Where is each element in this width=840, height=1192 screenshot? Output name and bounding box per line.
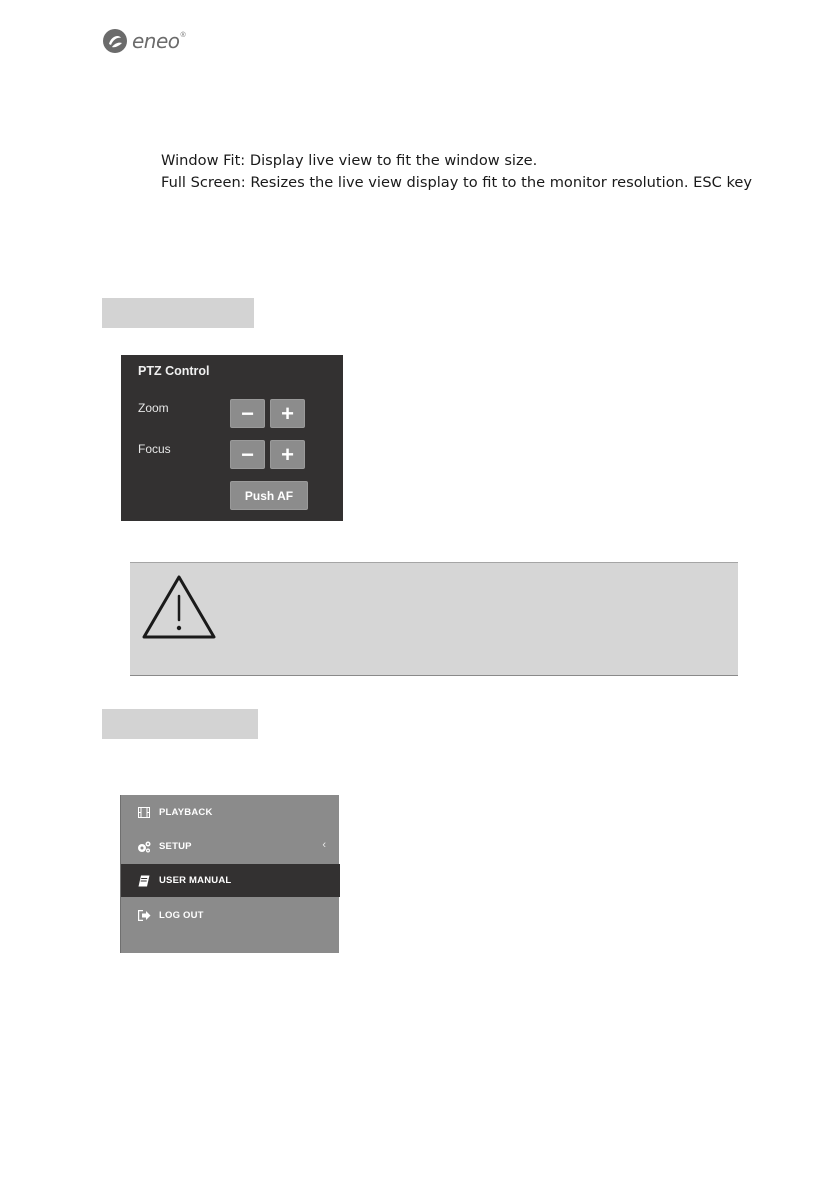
focus-label: Focus bbox=[138, 442, 171, 456]
registered-mark: ® bbox=[180, 32, 186, 39]
film-icon bbox=[137, 806, 151, 820]
minus-icon: − bbox=[241, 400, 254, 426]
plus-icon: + bbox=[281, 400, 294, 426]
menu-item-log-out[interactable] bbox=[121, 899, 340, 932]
plus-icon: + bbox=[281, 441, 294, 467]
eneo-logo-icon bbox=[102, 28, 128, 54]
push-af-button[interactable]: Push AF bbox=[230, 481, 308, 510]
menu-label-playback: PLAYBACK bbox=[159, 807, 213, 818]
gears-icon bbox=[137, 840, 151, 854]
ptz-panel-title: PTZ Control bbox=[138, 364, 210, 378]
menu-label-user-manual: USER MANUAL bbox=[159, 875, 232, 886]
focus-near-button[interactable] bbox=[230, 440, 265, 469]
zoom-out-button[interactable] bbox=[230, 399, 265, 428]
book-icon bbox=[137, 874, 151, 888]
ptz-control-panel bbox=[121, 355, 343, 521]
minus-icon: − bbox=[241, 441, 254, 467]
logout-icon bbox=[137, 909, 151, 923]
focus-far-button[interactable] bbox=[270, 440, 305, 469]
zoom-in-button[interactable] bbox=[270, 399, 305, 428]
menu-item-user-manual[interactable] bbox=[121, 864, 340, 897]
brand-logo bbox=[102, 28, 186, 54]
menu-item-setup[interactable] bbox=[121, 830, 340, 863]
chevron-left-icon[interactable]: ‹ bbox=[322, 839, 326, 851]
window-fit-description: Window Fit: Display live view to fit the window size. bbox=[161, 152, 538, 169]
warning-notice-box bbox=[130, 562, 738, 676]
brand-name: eneo bbox=[132, 29, 180, 53]
menu-item-playback[interactable] bbox=[121, 796, 340, 829]
side-menu-panel bbox=[120, 795, 339, 953]
full-screen-description: Full Screen: Resizes the live view display to fit to the monitor resolution. ESC key bbox=[161, 174, 753, 191]
warning-triangle-icon bbox=[141, 574, 217, 640]
menu-label-setup: SETUP bbox=[159, 841, 192, 852]
section-heading-bar-ptz bbox=[102, 298, 254, 328]
section-heading-bar-menu bbox=[102, 709, 258, 739]
menu-label-log-out: LOG OUT bbox=[159, 910, 204, 921]
zoom-label: Zoom bbox=[138, 401, 169, 415]
